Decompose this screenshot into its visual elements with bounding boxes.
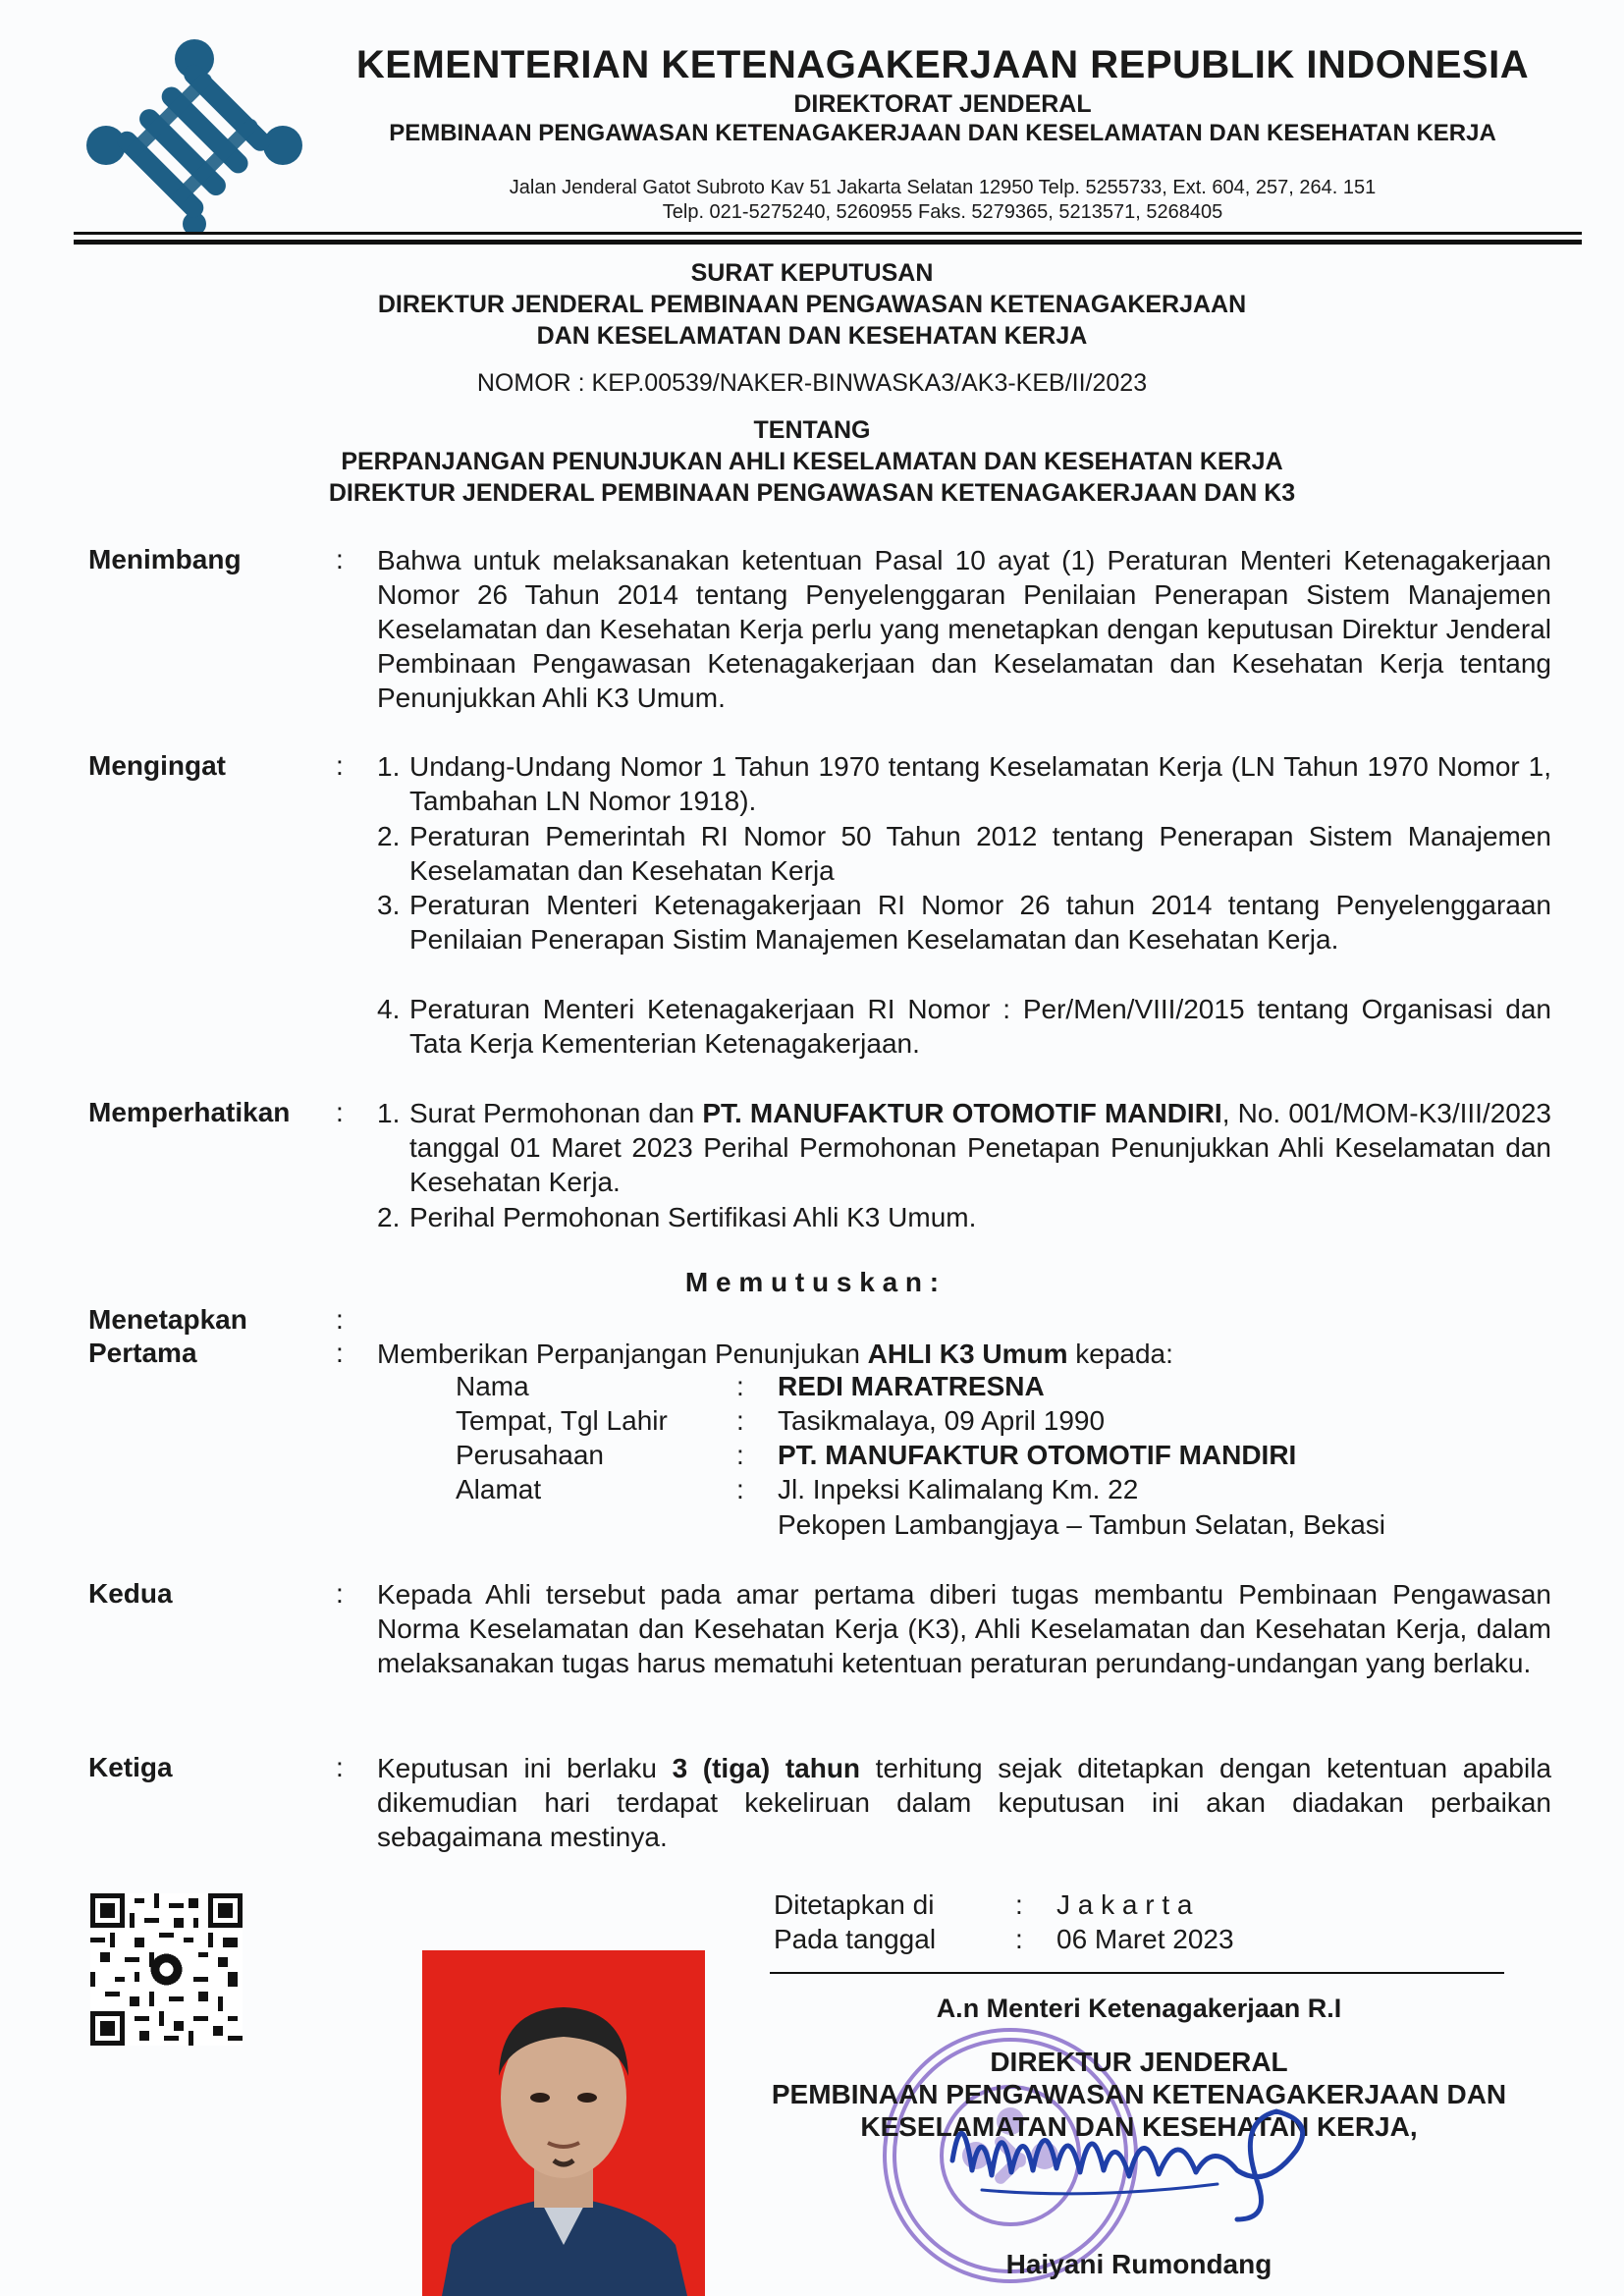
- header-address-2: Telp. 021-5275240, 5260955 Faks. 5279365, 5213571, 5268405: [662, 201, 1223, 223]
- header-directorate: DIREKTORAT JENDERAL: [793, 90, 1092, 118]
- subject-line1: PERPANJANGAN PENUNJUKAN AHLI KESELAMATAN DAN KESEHATAN KERJA: [341, 448, 1283, 475]
- field-value-ttl: Tasikmalaya, 09 April 1990: [778, 1405, 1106, 1436]
- menimbang-label: Menimbang: [88, 544, 242, 574]
- doc-title-line3: DAN KESELAMATAN DAN KESEHATAN KERJA: [536, 322, 1088, 350]
- signatory-position-3: KESELAMATAN DAN KESEHATAN KERJA,: [860, 2111, 1418, 2142]
- ketiga-text: Keputusan ini berlaku 3 (tiga) tahun terhitung sejak ditetapkan dengan ketentuan apabila dikemudian hari terdapat kekeliruan dalam keputusan ini akan diadakan perbaikan sebagaimana mestinya.: [377, 1753, 1552, 1852]
- kedua-text: Kepada Ahli tersebut pada amar pertama diberi tugas membantu Pembinaan Pengawasan Norma Keselamatan dan Kesehatan Kerja (K3), Ahli Keselamatan dan Kesehatan Kerja, dalam melaksanakan tugas harus mematuhi ketentuan peraturan perundang-undangan yang berlaku.: [377, 1579, 1551, 1678]
- doc-title: SURAT KEPUTUSAN: [690, 259, 934, 287]
- mengingat-item-3: [377, 888, 1551, 957]
- header-ministry: KEMENTERIAN KETENAGAKERJAAN REPUBLIK INDONESIA: [355, 43, 1530, 86]
- list-number: 3.: [377, 890, 401, 920]
- memutuskan-heading: M e m u t u s k a n :: [684, 1267, 940, 1297]
- memperhatikan-label: Memperhatikan: [88, 1097, 291, 1127]
- place-value: J a k a r t a: [1056, 1889, 1193, 1920]
- subject-line2: DIREKTUR JENDERAL PEMBINAAN PENGAWASAN KETENAGAKERJAAN DAN K3: [328, 479, 1296, 507]
- colon: :: [1015, 1889, 1023, 1920]
- list-number: 2.: [377, 821, 401, 851]
- list-number: 1.: [377, 1098, 401, 1128]
- field-value-alamat: Jl. Inpeksi Kalimalang Km. 22: [778, 1474, 1139, 1504]
- ketiga-label: Ketiga: [88, 1752, 173, 1782]
- field-value-alamat-2: Pekopen Lambangjaya – Tambun Selatan, Bekasi: [778, 1509, 1386, 1540]
- colon: :: [336, 1338, 344, 1368]
- field-label-nama: Nama: [456, 1371, 529, 1401]
- colon: :: [736, 1405, 744, 1436]
- signatory-name: Haiyani Rumondang: [1005, 2249, 1272, 2279]
- header-divider-thin: [74, 232, 1582, 235]
- header-division: PEMBINAAN PENGAWASAN KETENAGAKERJAAN DAN KESELAMATAN DAN KESEHATAN KERJA: [389, 120, 1496, 146]
- field-value-nama: REDI MARATRESNA: [778, 1371, 1045, 1401]
- ministry-logo: [86, 37, 302, 234]
- colon: :: [336, 544, 344, 574]
- signature-divider: [770, 1972, 1504, 1974]
- memperhatikan-item-1: [377, 1096, 1551, 1199]
- list-number: 1.: [377, 751, 401, 782]
- field-label-alamat: Alamat: [456, 1474, 542, 1504]
- company-name: PT. MANUFAKTUR OTOMOTIF MANDIRI: [702, 1098, 1222, 1128]
- colon: :: [336, 1097, 344, 1127]
- tentang-heading: TENTANG: [753, 416, 871, 444]
- colon: :: [736, 1371, 744, 1401]
- list-text: Peraturan Menteri Ketenagakerjaan RI Nomor 26 tahun 2014 tentang Penyelenggaraan Penilaian Penerapan Sistim Manajemen Keselamatan dan Kesehatan Kerja.: [409, 890, 1551, 955]
- on-behalf-line: A.n Menteri Ketenagakerjaan R.I: [936, 1994, 1342, 2023]
- kedua-label: Kedua: [88, 1578, 173, 1609]
- place-label: Ditetapkan di: [774, 1889, 935, 1920]
- colon: :: [336, 1304, 344, 1335]
- field-label-perusahaan: Perusahaan: [456, 1440, 605, 1470]
- qr-code: [90, 1893, 243, 2046]
- pertama-label: Pertama: [88, 1338, 197, 1368]
- mengingat-item-2: [377, 819, 1551, 888]
- colon: :: [336, 1752, 344, 1782]
- date-label: Pada tanggal: [774, 1924, 937, 1954]
- mengingat-label: Mengingat: [88, 750, 226, 781]
- list-text: Peraturan Pemerintah RI Nomor 50 Tahun 2012 tentang Penerapan Sistem Manajemen Keselamatan dan Kesehatan Kerja: [409, 821, 1551, 886]
- colon: :: [1015, 1924, 1023, 1954]
- list-text: Undang-Undang Nomor 1 Tahun 1970 tentang Keselamatan Kerja (LN Tahun 1970 Nomor 1, Tambahan LN Nomor 1918).: [409, 751, 1551, 816]
- list-number: 2.: [377, 1202, 401, 1232]
- colon: :: [736, 1440, 744, 1470]
- list-number: 4.: [377, 994, 401, 1024]
- header-divider-thick: [74, 240, 1582, 245]
- doc-number: NOMOR : KEP.00539/NAKER-BINWASKA3/AK3-KEB/II/2023: [476, 369, 1148, 397]
- signatory-position-1: DIREKTUR JENDERAL: [990, 2047, 1288, 2077]
- list-text: Perihal Permohonan Sertifikasi Ahli K3 Umum.: [409, 1202, 977, 1232]
- date-value: 06 Maret 2023: [1056, 1924, 1234, 1954]
- mengingat-item-1: [377, 749, 1551, 818]
- header-address-1: Jalan Jenderal Gatot Subroto Kav 51 Jakarta Selatan 12950 Telp. 5255733, Ext. 604, 257, 264. 151: [509, 177, 1377, 198]
- doc-title-line2: DIREKTUR JENDERAL PEMBINAAN PENGAWASAN KETENAGAKERJAAN: [377, 291, 1247, 318]
- list-text: Surat Permohonan dan PT. MANUFAKTUR OTOMOTIF MANDIRI, No. 001/MOM-K3/III/2023 tanggal 01 Maret 2023 Perihal Permohonan Penetapan Penunjukkan Ahli Keselamatan dan Kesehatan Kerja.: [409, 1098, 1551, 1197]
- mengingat-item-4: [377, 992, 1551, 1061]
- holder-photo: [422, 1950, 705, 2296]
- memperhatikan-item-2: [377, 1200, 1551, 1234]
- signatory-position-2: PEMBINAAN PENGAWASAN KETENAGAKERJAAN DAN: [771, 2079, 1507, 2109]
- colon: :: [336, 750, 344, 781]
- field-label-ttl: Tempat, Tgl Lahir: [456, 1405, 668, 1436]
- field-value-perusahaan: PT. MANUFAKTUR OTOMOTIF MANDIRI: [778, 1440, 1297, 1470]
- list-text: Peraturan Menteri Ketenagakerjaan RI Nomor : Per/Men/VIII/2015 tentang Organisasi dan Tata Kerja Kementerian Ketenagakerjaan.: [409, 994, 1551, 1059]
- menimbang-text: Bahwa untuk melaksanakan ketentuan Pasal 10 ayat (1) Peraturan Menteri Ketenagakerjaan Nomor 26 Tahun 2014 tentang Penyelenggaran Penilaian Penerapan Sistem Manajemen Keselamatan dan Kesehatan Kerja perlu yang menetapkan dengan keputusan Direktur Jenderal Pembinaan Pengawasan Ketenagakerjaan dan Keselamatan dan Kesehatan Kerja tentang Penunjukkan Ahli K3 Umum.: [377, 545, 1551, 713]
- pertama-text: Memberikan Perpanjangan Penunjukan AHLI K3 Umum kepada:: [377, 1339, 1173, 1369]
- handwritten-signature: [943, 2082, 1335, 2229]
- colon: :: [336, 1578, 344, 1609]
- menetapkan-label: Menetapkan: [88, 1304, 247, 1335]
- colon: :: [736, 1474, 744, 1504]
